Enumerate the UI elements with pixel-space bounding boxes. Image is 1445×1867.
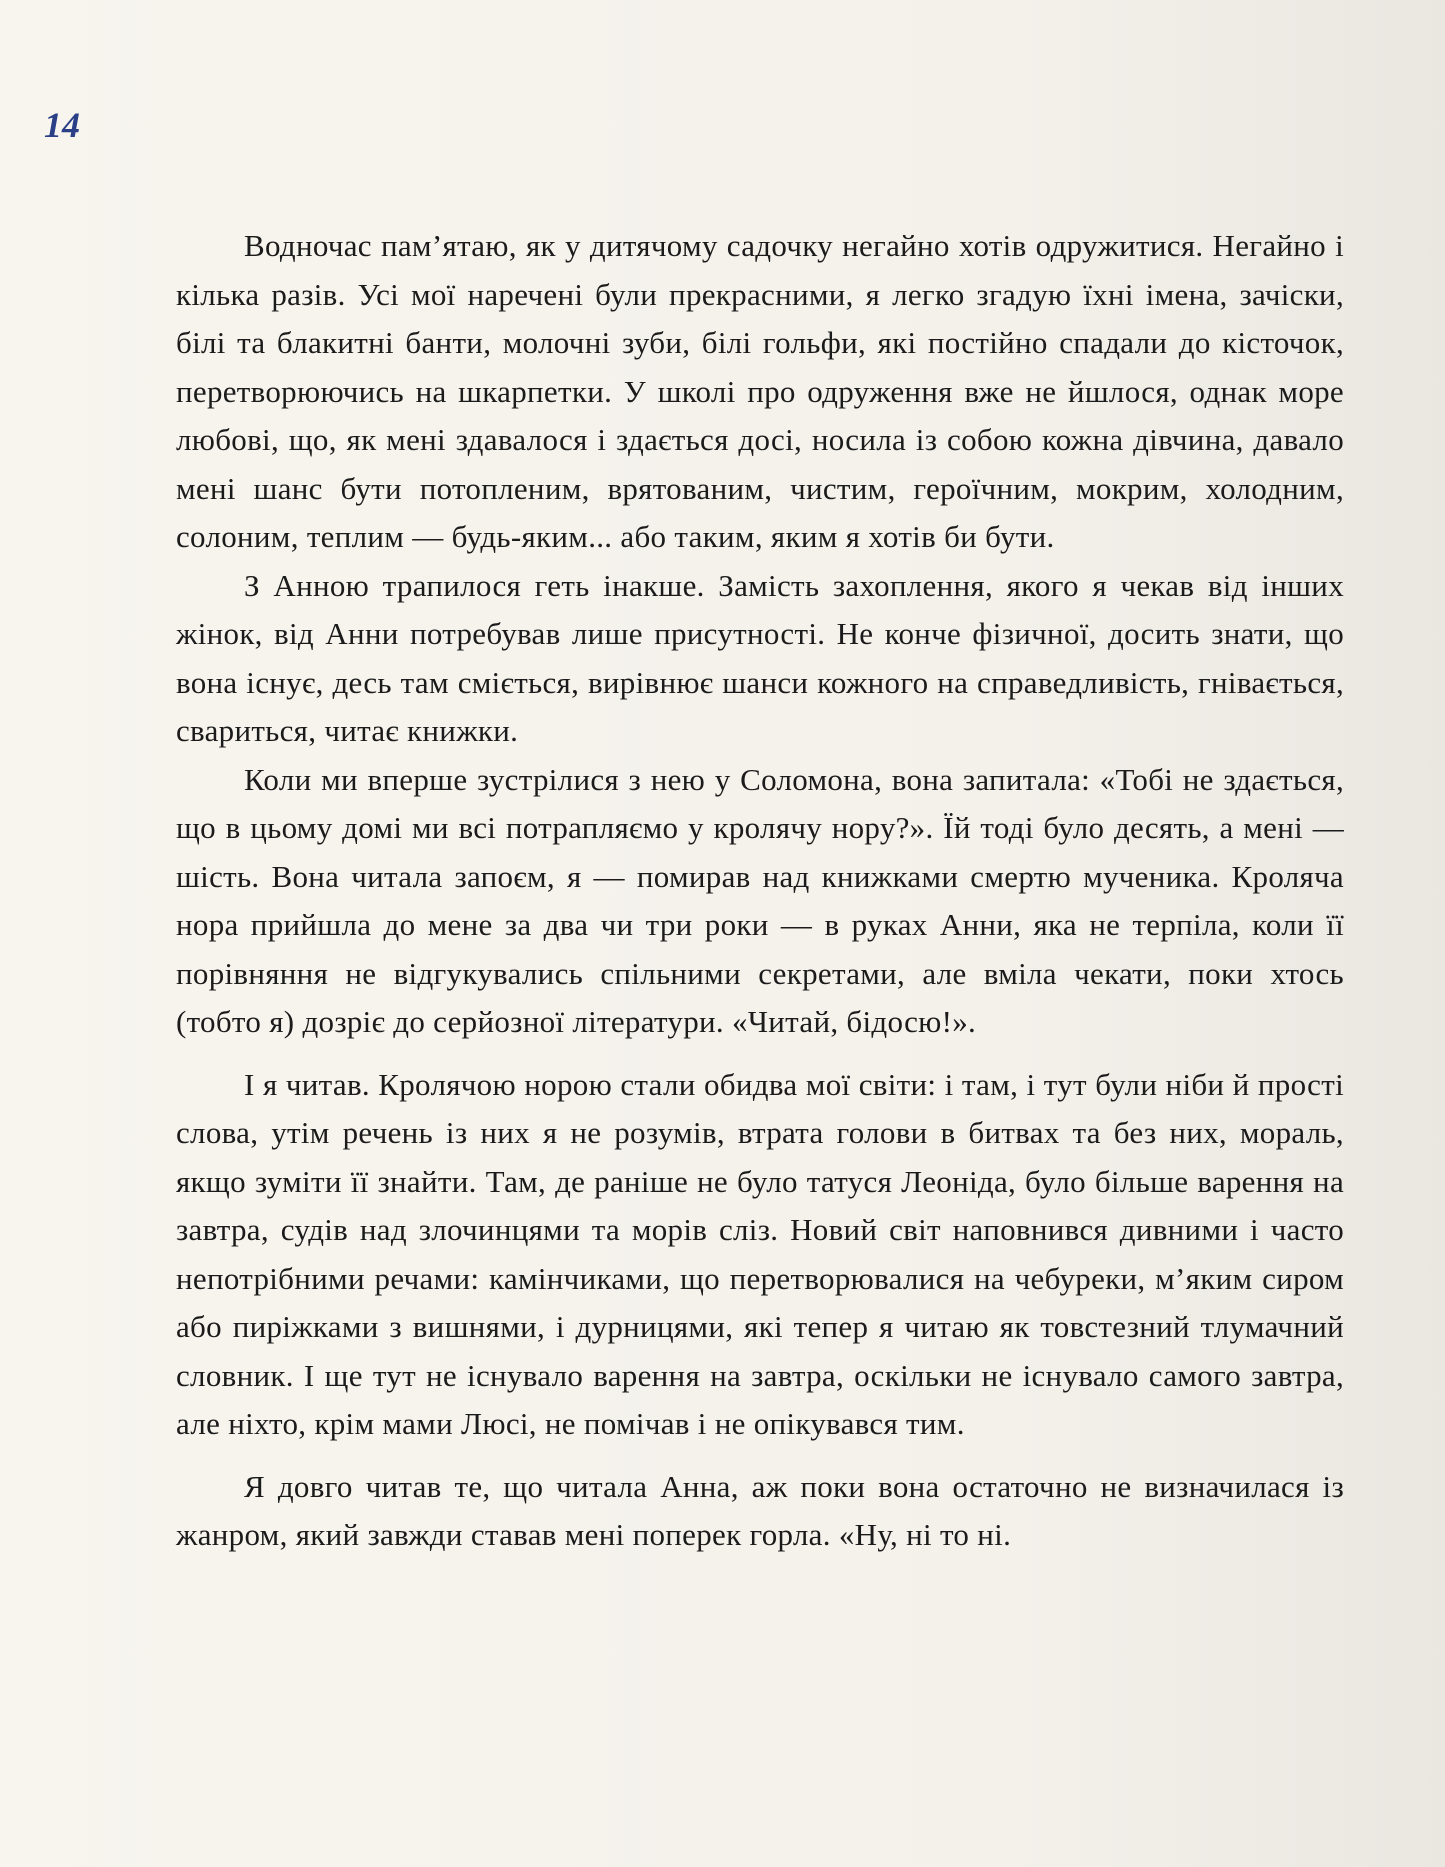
body-text (176, 222, 1344, 1560)
paragraph-2: З Анною трапилося геть інакше. Замість захоплення, якого я чекав від інших жінок, від Анни потребував лише присутності. Не конче фізичної, досить знати, що вона існує, десь там сміється, вирівнює шанси кожного на справедливість, гнівається, свариться, читає книжки. (176, 567, 1344, 748)
paragraph-5: Я довго читав те, що читала Анна, аж поки вона остаточно не визначилася із жанром, який завжди ставав мені поперек горла. «Ну, ні то ні. (176, 1468, 1344, 1552)
paragraph-4: І я читав. Кролячою норою стали обидва мої світи: і там, і тут були ніби й прості слова, утім речень із них я не розумів, втрата голови в битвах та без них, мораль, якщо зуміти її знайти. Там, де раніше не було татуся Леоніда, було більше варення на завтра, судів над злочинцями та морів сліз. Новий світ наповнився дивними і часто непотрібними речами: камінчиками, що перетворювалися на чебуреки, м’яким сиром або пиріжками з вишнями, і дурницями, які тепер я читаю як товстезний тлумачний словник. І ще тут не існувало варення на завтра, оскільки не існувало самого завтра, але ніхто, крім мами Люсі, не помічав і не опікувався тим. (176, 1066, 1344, 1441)
paragraph-1: Водночас пам’ятаю, як у дитячому садочку негайно хотів одружитися. Негайно і кілька разів. Усі мої наречені були прекрасними, я легко згадую їхні імена, зачіски, білі та блакитні банти, молочні зуби, білі гольфи, які постійно спадали до кісточок, перетворюючись на шкарпетки. У школі про одруження вже не йшлося, однак море любові, що, як мені здавалося і здається досі, носила із собою кожна дівчина, давало мені шанс бути потопленим, врятованим, чистим, героїчним, мокрим, холодним, солоним, теплим — будь-яким... або таким, яким я хотів би бути. (176, 228, 1344, 554)
paragraph-3: Коли ми вперше зустрілися з нею у Соломона, вона запитала: «Тобі не здається, що в цьому домі ми всі потрапляємо у кролячу нору?». Їй тоді було десять, а мені — шість. Вона читала запоєм, я — помирав над книжками смертю мученика. Кроляча нора прийшла до мене за два чи три роки — в руках Анни, яка не терпіла, коли її порівняння не відгукувались спільними секретами, але вміла чекати, поки хтось (тобто я) дозріє до серйозної літератури. «Читай, бідосю!». (176, 761, 1344, 1039)
page-number: 14 (44, 105, 80, 145)
